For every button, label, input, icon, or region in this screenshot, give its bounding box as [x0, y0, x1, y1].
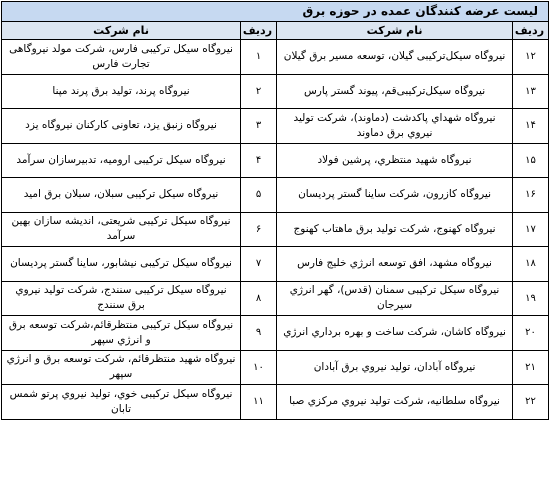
company-name-left: نیروگاه سیکل ترکیبی خوي، تولید نیروي پرتو شمس تابان	[2, 385, 241, 420]
table-row	[2, 109, 549, 144]
company-name-left: نیروگاه سیکل ترکیبی سنندج، شرکت تولید نیروي برق سنندج	[2, 281, 241, 316]
row-number-left: ۲	[241, 74, 277, 109]
row-number-left: ۸	[241, 281, 277, 316]
table-row	[2, 40, 549, 75]
row-number-left: ۱	[241, 40, 277, 75]
company-name-left: نیروگاه سیکل ترکیبی فارس، شرکت مولد نیروگاهی تجارت فارس	[2, 40, 241, 75]
company-name-left: نیروگاه سیکل ترکیبی منتظرقائم،شرکت توسعه برق و انرژي سپهر	[2, 316, 241, 351]
row-number-left: ۴	[241, 143, 277, 178]
column-header-left-number: ردیف	[241, 22, 277, 40]
row-number-left: ۶	[241, 212, 277, 247]
table-row	[2, 316, 549, 351]
column-header-right-name: نام شرکت	[277, 22, 513, 40]
row-number-left: ۱۰	[241, 350, 277, 385]
column-header-right-number: ردیف	[513, 22, 549, 40]
row-number-left: ۵	[241, 178, 277, 213]
table-row	[2, 178, 549, 213]
company-name-left: نیروگاه سیکل ترکیبی سبلان، سبلان برق امید	[2, 178, 241, 213]
company-name-right: نیروگاه کاشان، شرکت ساخت و بهره برداري انرژي	[277, 316, 513, 351]
company-name-right: نیروگاه مشهد، افق توسعه انرژي خلیج فارس	[277, 247, 513, 282]
company-name-right: نیروگاه آبادان، تولید نیروي برق آبادان	[277, 350, 513, 385]
company-name-right: نیروگاه سلطانیه، شرکت تولید نیروي مرکزي صبا	[277, 385, 513, 420]
company-name-left: نیروگاه سیکل ترکیبی نیشابور، ساینا گستر پردیسان	[2, 247, 241, 282]
row-number-left: ۱۱	[241, 385, 277, 420]
document-page	[0, 1, 549, 478]
table-title: لیست عرضه کنندگان عمده در حوزه برق	[2, 2, 549, 22]
row-number-right: ۱۷	[513, 212, 549, 247]
row-number-right: ۱۸	[513, 247, 549, 282]
table-row	[2, 74, 549, 109]
table-row	[2, 281, 549, 316]
table-row	[2, 385, 549, 420]
company-name-left: نیروگاه سیکل ترکیبی ارومیه، تدبیرسازان سرآمد	[2, 143, 241, 178]
company-name-left: نیروگاه شهید منتظرقائم، شرکت توسعه برق و انرژي سپهر	[2, 350, 241, 385]
table-row	[2, 212, 549, 247]
table-row	[2, 350, 549, 385]
company-name-left: نیروگاه زنبق یزد، تعاونی کارکنان نیروگاه یزد	[2, 109, 241, 144]
table-title-row	[2, 2, 549, 22]
row-number-right: ۱۳	[513, 74, 549, 109]
company-name-right: نیروگاه کهنوج، شرکت تولید برق ماهتاب کهنوج	[277, 212, 513, 247]
suppliers-table	[1, 1, 549, 420]
row-number-right: ۱۴	[513, 109, 549, 144]
company-name-right: نیروگاه سیکل ترکیبی سمنان (قدس)، گهر انرژي سیرجان	[277, 281, 513, 316]
table-row	[2, 247, 549, 282]
company-name-right: نیروگاه سیکل‌ترکیبی گیلان، توسعه مسیر برق گیلان	[277, 40, 513, 75]
company-name-right: نیروگاه شهید منتظري، پرشین فولاد	[277, 143, 513, 178]
company-name-right: نیروگاه شهداي پاکدشت (دماوند)، شرکت تولید نیروي برق دماوند	[277, 109, 513, 144]
column-header-left-name: نام شرکت	[2, 22, 241, 40]
row-number-left: ۷	[241, 247, 277, 282]
company-name-right: نیروگاه کازرون، شرکت ساینا گستر پردیسان	[277, 178, 513, 213]
row-number-right: ۲۲	[513, 385, 549, 420]
table-header-row	[2, 22, 549, 40]
row-number-right: ۱۹	[513, 281, 549, 316]
company-name-left: نیروگاه پرند، تولید برق پرند مپنا	[2, 74, 241, 109]
table-row	[2, 143, 549, 178]
row-number-left: ۳	[241, 109, 277, 144]
row-number-left: ۹	[241, 316, 277, 351]
row-number-right: ۱۵	[513, 143, 549, 178]
company-name-left: نیروگاه سیکل ترکیبی شریعتی، اندیشه سازان بهین سرآمد	[2, 212, 241, 247]
company-name-right: نیروگاه سیکل‌ترکیبی‌قم، پیوند گستر پارس	[277, 74, 513, 109]
row-number-right: ۱۶	[513, 178, 549, 213]
row-number-right: ۱۲	[513, 40, 549, 75]
row-number-right: ۲۰	[513, 316, 549, 351]
row-number-right: ۲۱	[513, 350, 549, 385]
